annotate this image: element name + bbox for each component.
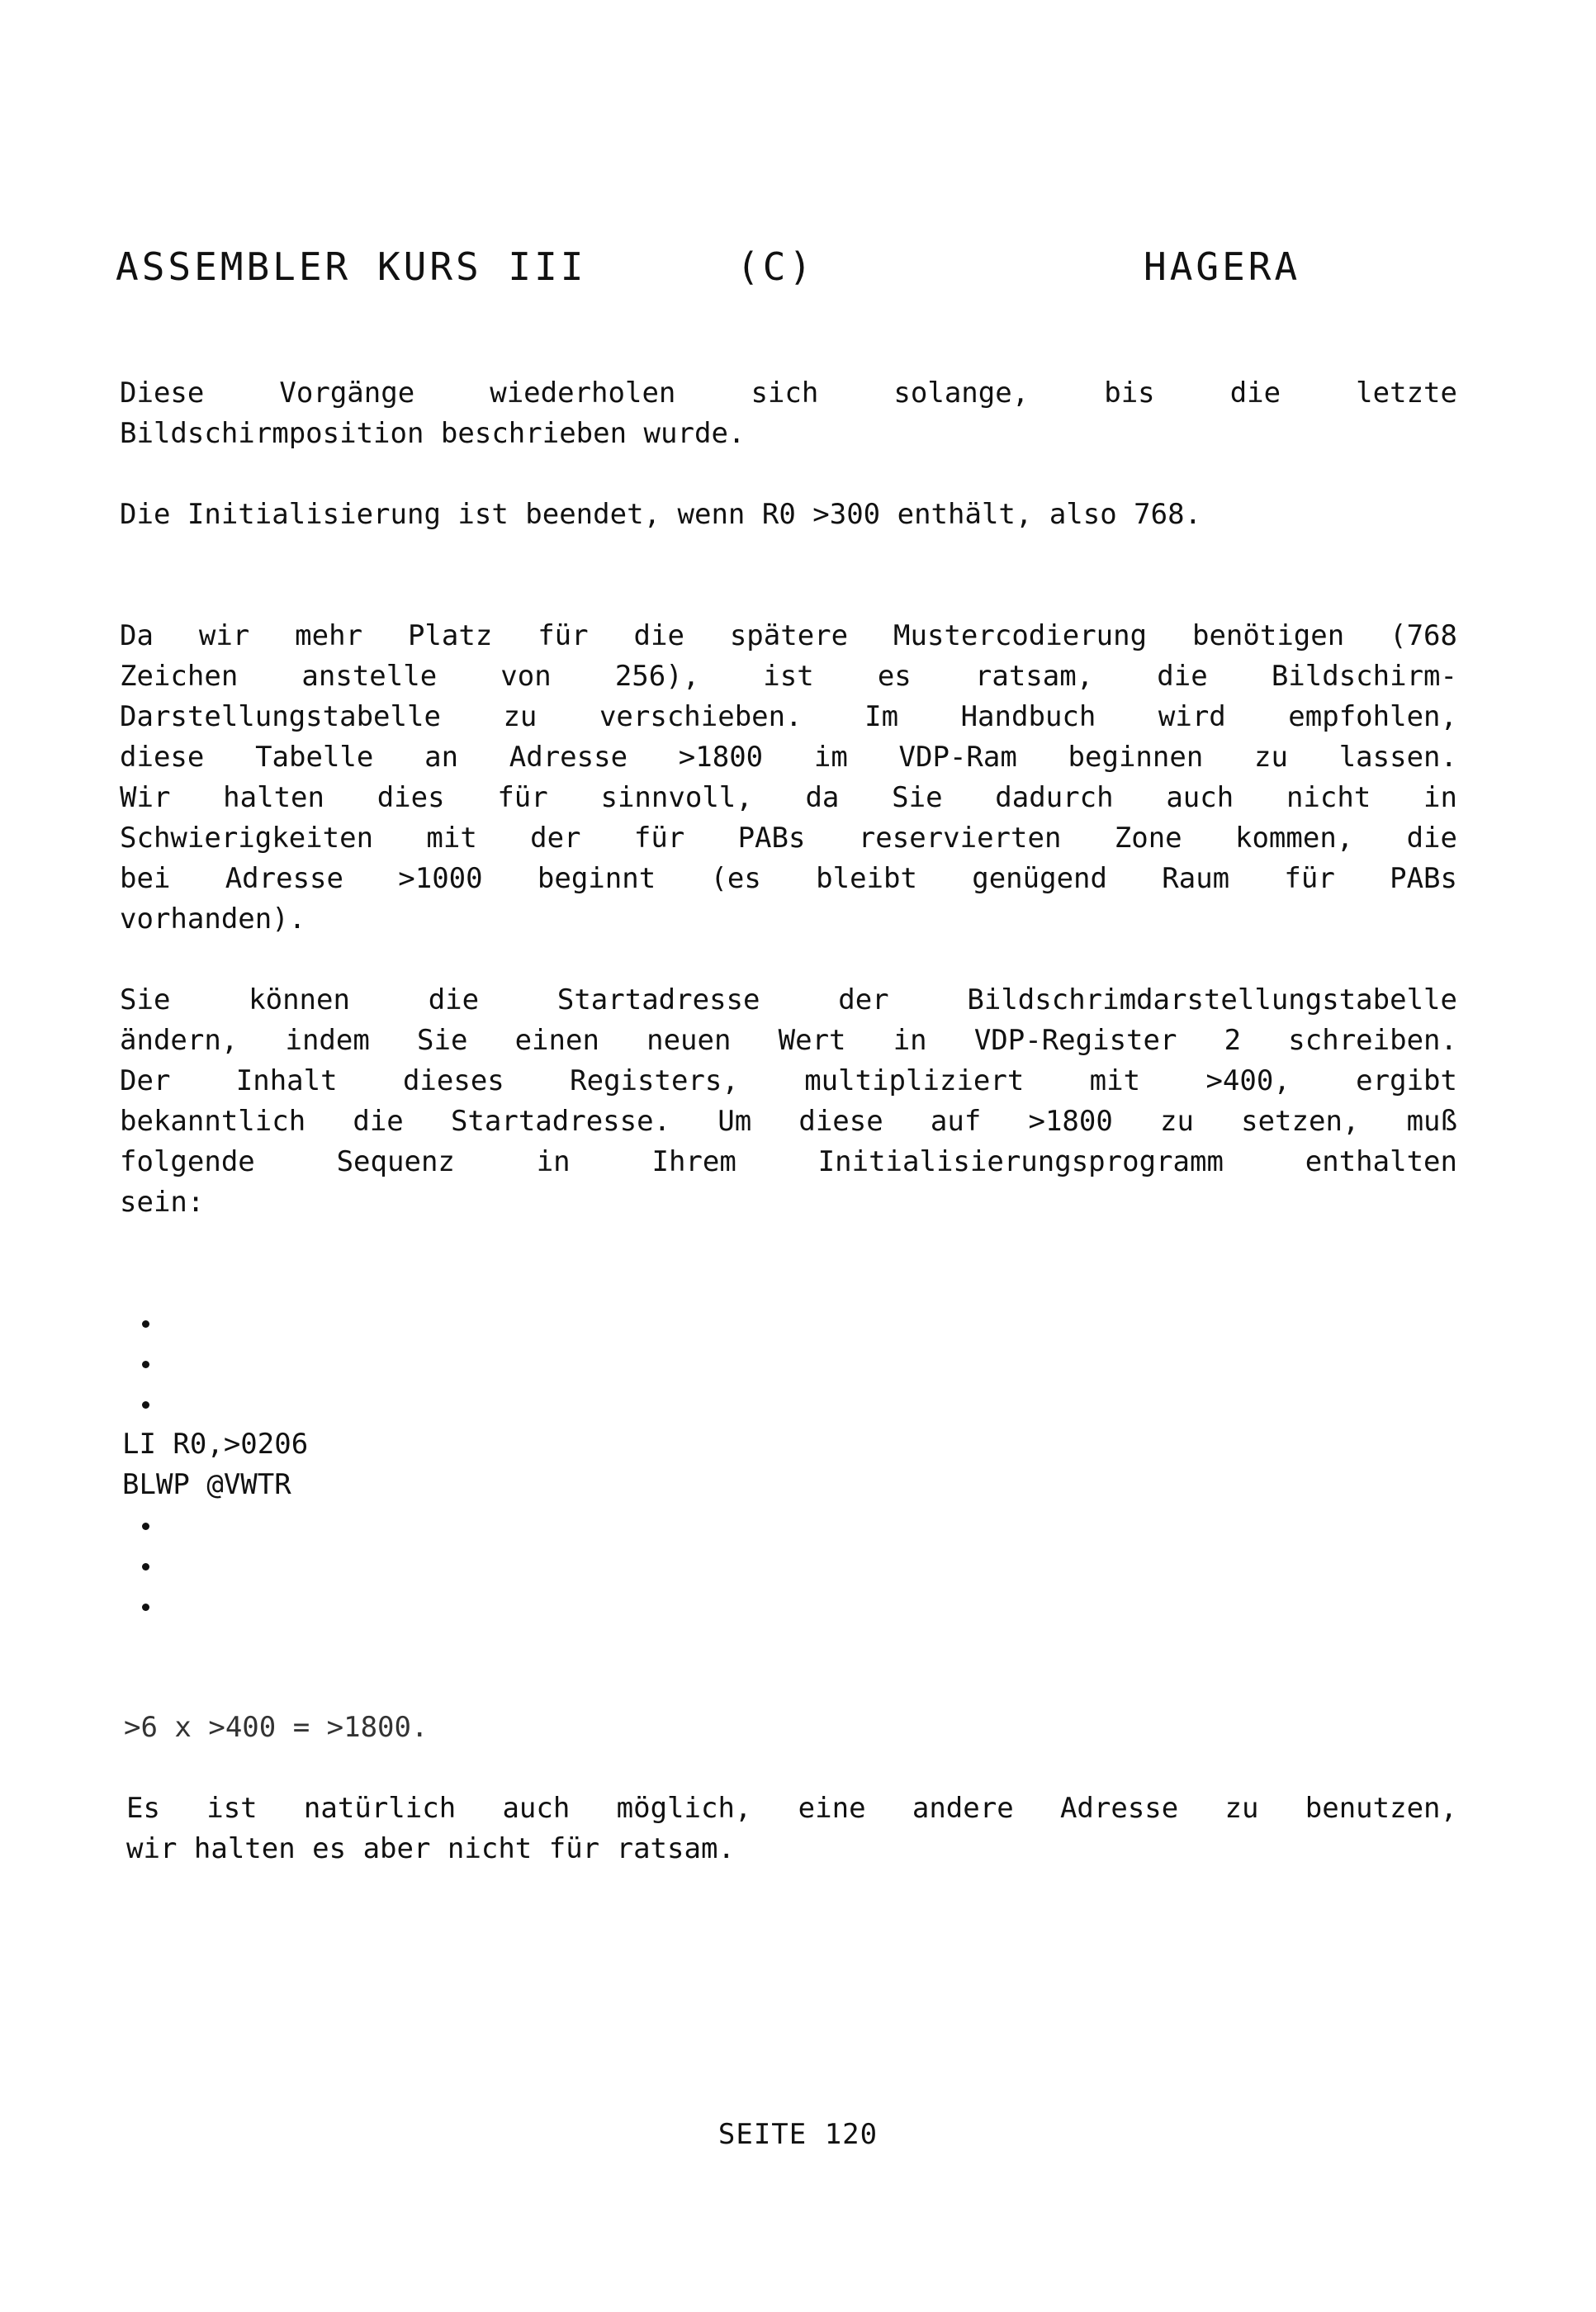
text-line: ändern, indem Sie einen neuen Wert in VDP-Register 2 schreiben. <box>120 1024 1457 1057</box>
text-line: Der Inhalt dieses Registers, multipliziert mit >400, ergibt <box>120 1064 1457 1097</box>
paragraph-5 <box>126 1788 1457 1869</box>
text-line: wir halten es aber nicht für ratsam. <box>126 1832 735 1865</box>
code-line: LI R0,>0206 <box>122 1428 309 1461</box>
dot-marker <box>142 1384 149 1424</box>
text-line: Darstellungstabelle zu verschieben. Im Handbuch wird empfohlen, <box>120 700 1457 733</box>
text-line: bekanntlich die Startadresse. Um diese auf >1800 zu setzen, muß <box>120 1105 1457 1138</box>
text-line: Sie können die Startadresse der Bildschrimdarstellungstabelle <box>120 983 1457 1016</box>
text-line: diese Tabelle an Adresse >1800 im VDP-Ram beginnen zu lassen. <box>120 741 1457 774</box>
header-author: HAGERA <box>1144 244 1301 289</box>
text-line: Die Initialisierung ist beendet, wenn R0 >300 enthält, also 768. <box>120 498 1202 531</box>
ellipsis-dots-top <box>142 1303 149 1424</box>
text-line: folgende Sequenz in Ihrem Initialisierungsprogramm enthalten <box>120 1145 1457 1178</box>
code-block <box>122 1424 308 1505</box>
paragraph-2 <box>120 495 1457 535</box>
address-formula: >6 x >400 = >1800. <box>124 1711 429 1744</box>
text-line: Es ist natürlich auch möglich, eine andere Adresse zu benutzen, <box>126 1792 1457 1825</box>
text-line: Wir halten dies für sinnvoll, da Sie dadurch auch nicht in <box>120 781 1457 814</box>
text-line: Diese Vorgänge wiederholen sich solange, bis die letzte <box>120 377 1457 410</box>
text-line: vorhanden). <box>120 903 306 936</box>
page-number: SEITE 120 <box>717 2118 879 2151</box>
code-line: BLWP @VWTR <box>122 1468 291 1501</box>
dot-marker <box>142 1505 149 1546</box>
text-line: bei Adresse >1000 beginnt (es bleibt genügend Raum für PABs <box>120 862 1457 895</box>
dot-marker <box>142 1303 149 1343</box>
text-line: Zeichen anstelle von 256), ist es ratsam, die Bildschirm- <box>120 660 1457 693</box>
dot-marker <box>142 1343 149 1384</box>
paragraph-4 <box>120 980 1457 1223</box>
header-course-title: ASSEMBLER KURS III <box>116 244 587 289</box>
dot-marker <box>142 1546 149 1586</box>
dot-marker <box>142 1586 149 1627</box>
paragraph-3 <box>120 616 1457 940</box>
page-header <box>116 244 1404 294</box>
header-copyright: (C) <box>736 244 816 289</box>
paragraph-1 <box>120 373 1457 454</box>
text-line: Da wir mehr Platz für die spätere Mustercodierung benötigen (768 <box>120 619 1457 652</box>
text-line: Schwierigkeiten mit der für PABs reservierten Zone kommen, die <box>120 822 1457 855</box>
text-line: Bildschirmposition beschrieben wurde. <box>120 417 746 450</box>
text-line: sein: <box>120 1186 205 1219</box>
ellipsis-dots-bottom <box>142 1505 149 1627</box>
